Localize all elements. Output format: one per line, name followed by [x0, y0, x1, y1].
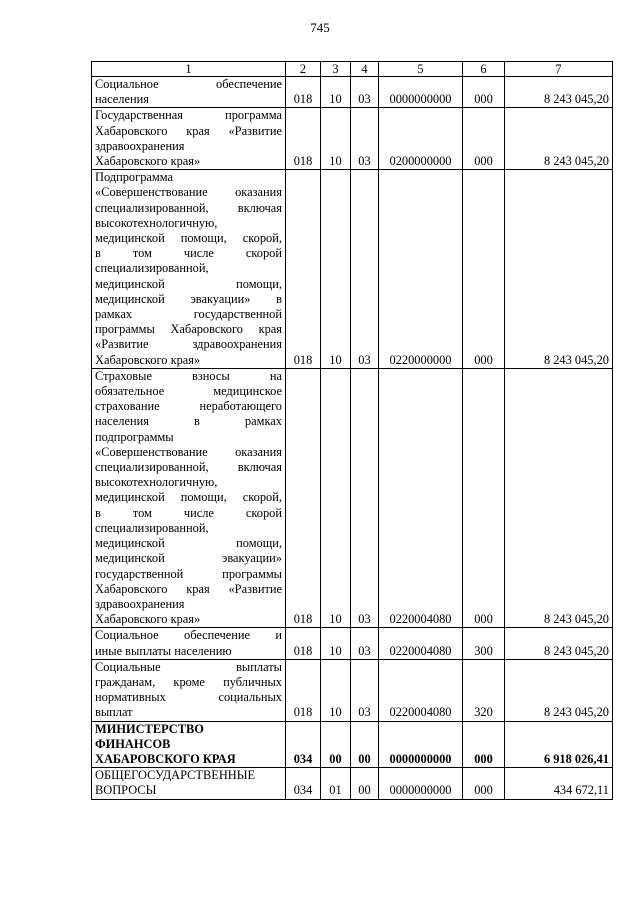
header-cell: 4 [351, 62, 379, 77]
subsection-cell: 03 [351, 77, 379, 108]
row-name-line: Хабаровского края» [95, 352, 201, 367]
target-article-cell: 0220004080 [379, 628, 463, 659]
section-cell: 10 [321, 659, 351, 721]
amount-cell: 8 243 045,20 [505, 77, 613, 108]
row-name-line: нормативных социальных [95, 690, 282, 705]
subsection-cell: 00 [351, 768, 379, 799]
expense-type-cell: 000 [463, 77, 505, 108]
row-name-line: Хабаровского края» [95, 612, 201, 627]
row-name-line: гражданам, кроме публичных [95, 674, 282, 689]
row-name-line: ФИНАНСОВ [95, 736, 171, 751]
target-article-cell: 0200000000 [379, 108, 463, 170]
row-name-line: ХАБАРОВСКОГО КРАЯ [95, 751, 236, 766]
row-name-line: иные выплаты населению [95, 643, 232, 658]
row-name-line: рамках государственной [95, 307, 282, 322]
row-name-line: здравоохранения [95, 138, 185, 153]
row-name-line: «Совершенствование оказания [95, 444, 282, 459]
row-name-line: Хабаровского края» [95, 154, 201, 169]
header-cell: 6 [463, 62, 505, 77]
subsection-cell: 03 [351, 368, 379, 627]
section-cell: 00 [321, 721, 351, 768]
row-name-line: государственной программы [95, 566, 282, 581]
row-name-cell [92, 108, 286, 170]
target-article-cell: 0220000000 [379, 170, 463, 369]
row-name-line: медицинской эвакуации» [95, 551, 282, 566]
row-name-cell [92, 77, 286, 108]
expense-type-cell: 000 [463, 721, 505, 768]
subsection-cell: 03 [351, 170, 379, 369]
code-cell: 018 [286, 108, 321, 170]
row-name-line: в том числе скорой [95, 505, 282, 520]
row-name-line: высокотехнологичную, [95, 215, 218, 230]
amount-cell: 8 243 045,20 [505, 108, 613, 170]
amount-cell: 8 243 045,20 [505, 659, 613, 721]
table-row [92, 170, 613, 369]
row-name-line: Страховые взносы на [95, 368, 282, 383]
table-row [92, 77, 613, 108]
expense-type-cell: 320 [463, 659, 505, 721]
header-cell: 1 [92, 62, 286, 77]
section-cell: 10 [321, 108, 351, 170]
subsection-cell: 03 [351, 108, 379, 170]
section-cell: 10 [321, 628, 351, 659]
table-header-row [92, 62, 613, 77]
row-name-line: специализированной, включая [95, 460, 282, 475]
row-name-line: программы Хабаровского края [95, 322, 282, 337]
row-name-line: Хабаровского края «Развитие [95, 581, 282, 596]
row-name-line: «Совершенствование оказания [95, 185, 282, 200]
row-name-line: подпрограммы [95, 429, 174, 444]
row-name-line: «Развитие здравоохранения [95, 337, 282, 352]
subsection-cell: 00 [351, 721, 379, 768]
page-number: 745 [310, 20, 330, 35]
row-name-line: Хабаровского края «Развитие [95, 123, 282, 138]
row-name-line: МИНИСТЕРСТВО [95, 721, 204, 736]
section-cell: 01 [321, 768, 351, 799]
header-cell: 2 [286, 62, 321, 77]
row-name-line: здравоохранения [95, 596, 185, 611]
row-name-line: специализированной, [95, 261, 209, 276]
row-name-line: страхование неработающего [95, 399, 282, 414]
target-article-cell: 0220004080 [379, 659, 463, 721]
code-cell: 034 [286, 721, 321, 768]
row-name-line: населения [95, 92, 149, 107]
expense-type-cell: 000 [463, 108, 505, 170]
code-cell: 018 [286, 628, 321, 659]
row-name-line: выплат [95, 705, 133, 720]
row-name-line: специализированной, [95, 520, 209, 535]
amount-cell: 434 672,11 [505, 768, 613, 799]
row-name-line: Подпрограмма [95, 170, 173, 185]
code-cell: 018 [286, 368, 321, 627]
table-row [92, 768, 613, 799]
row-name-cell [92, 628, 286, 659]
section-cell: 10 [321, 77, 351, 108]
row-name-line: медицинской помощи, [95, 536, 282, 551]
row-name-line: населения в рамках [95, 414, 282, 429]
row-name-line: специализированной, включая [95, 200, 282, 215]
table-row [92, 721, 613, 768]
row-name-line: медицинской помощи, скорой, [95, 231, 282, 246]
code-cell: 018 [286, 170, 321, 369]
target-article-cell: 0000000000 [379, 77, 463, 108]
amount-cell: 6 918 026,41 [505, 721, 613, 768]
code-cell: 018 [286, 77, 321, 108]
subsection-cell: 03 [351, 659, 379, 721]
row-name-line: медицинской эвакуации» в [95, 291, 282, 306]
row-name-line: Социальное обеспечение и [95, 628, 282, 643]
row-name-line: медицинской помощи, скорой, [95, 490, 282, 505]
row-name-cell [92, 368, 286, 627]
code-cell: 034 [286, 768, 321, 799]
row-name-line: высокотехнологичную, [95, 475, 218, 490]
target-article-cell: 0000000000 [379, 721, 463, 768]
row-name-line: Социальные выплаты [95, 659, 282, 674]
row-name-line: Государственная программа [95, 108, 282, 123]
section-cell: 10 [321, 170, 351, 369]
target-article-cell: 0000000000 [379, 768, 463, 799]
row-name-line: медицинской помощи, [95, 276, 282, 291]
expense-type-cell: 300 [463, 628, 505, 659]
amount-cell: 8 243 045,20 [505, 628, 613, 659]
target-article-cell: 0220004080 [379, 368, 463, 627]
amount-cell: 8 243 045,20 [505, 170, 613, 369]
row-name-line: Социальное обеспечение [95, 77, 282, 91]
expense-type-cell: 000 [463, 768, 505, 799]
budget-table [91, 61, 613, 800]
row-name-cell [92, 659, 286, 721]
row-name-line: в том числе скорой [95, 246, 282, 261]
expense-type-cell: 000 [463, 170, 505, 369]
amount-cell: 8 243 045,20 [505, 368, 613, 627]
table-row [92, 628, 613, 659]
row-name-line: ОБЩЕГОСУДАРСТВЕННЫЕ [95, 768, 256, 783]
row-name-cell [92, 721, 286, 768]
row-name-line: обязательное медицинское [95, 384, 282, 399]
section-cell: 10 [321, 368, 351, 627]
row-name-line: ВОПРОСЫ [95, 783, 157, 798]
table-row [92, 108, 613, 170]
subsection-cell: 03 [351, 628, 379, 659]
expense-type-cell: 000 [463, 368, 505, 627]
table-row [92, 368, 613, 627]
row-name-cell [92, 170, 286, 369]
code-cell: 018 [286, 659, 321, 721]
header-cell: 5 [379, 62, 463, 77]
row-name-cell [92, 768, 286, 799]
header-cell: 7 [505, 62, 613, 77]
table-row [92, 659, 613, 721]
header-cell: 3 [321, 62, 351, 77]
